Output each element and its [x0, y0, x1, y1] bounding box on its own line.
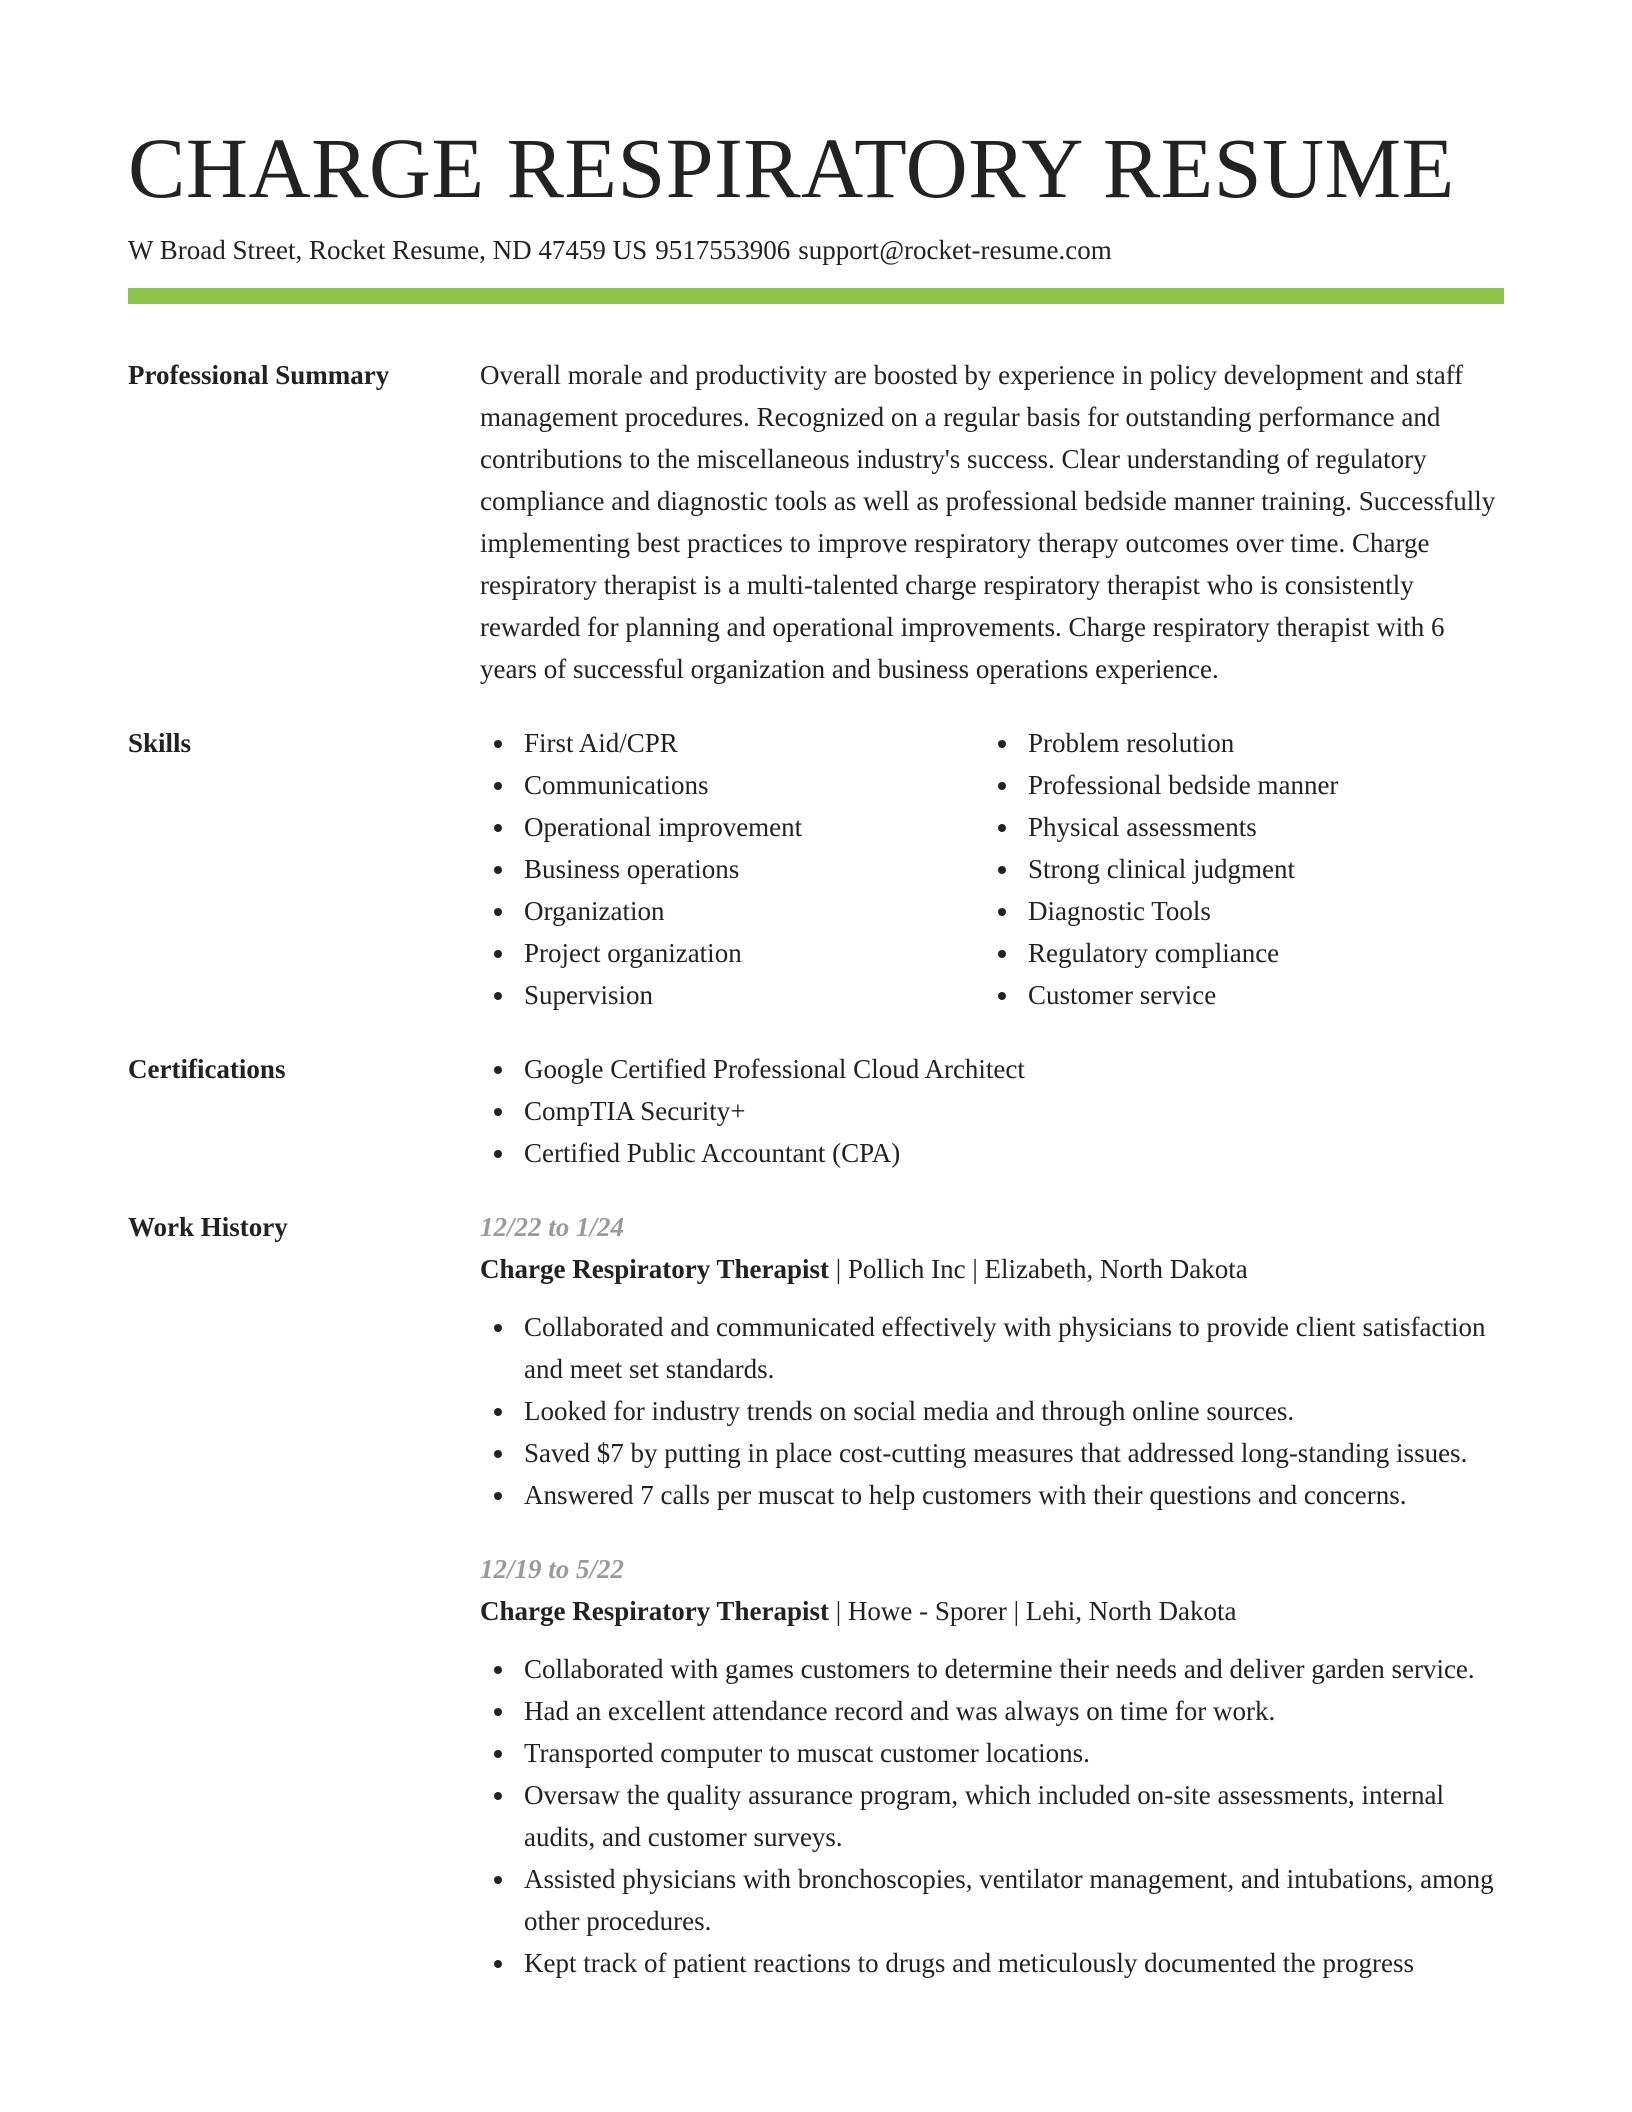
certifications-heading: Certifications [128, 1054, 286, 1084]
contact-line [128, 232, 1504, 268]
job-entry [480, 1548, 1504, 1984]
skill-item: Diagnostic Tools [984, 890, 1488, 932]
job-header [480, 1248, 1504, 1290]
skill-item: First Aid/CPR [480, 722, 984, 764]
certification-item: Certified Public Accountant (CPA) [480, 1132, 1504, 1174]
job-bullet: Kept track of patient reactions to drugs and meticulously documented the progress [480, 1942, 1504, 1984]
skill-item: Regulatory compliance [984, 932, 1488, 974]
work-history-heading: Work History [128, 1212, 288, 1242]
job-bullets [480, 1648, 1504, 1984]
job-dates: 12/19 to 5/22 [480, 1554, 625, 1584]
job-details: | Howe - Sporer | Lehi, North Dakota [828, 1596, 1237, 1626]
contact-address: W Broad Street, Rocket Resume, ND 47459 US [128, 235, 648, 265]
skills-section [128, 722, 1504, 1016]
work-history-section [128, 1206, 1504, 2016]
resume-title: CHARGE RESPIRATORY RESUME [128, 120, 1455, 216]
skill-item: Supervision [480, 974, 984, 1016]
certification-item: Google Certified Professional Cloud Architect [480, 1048, 1504, 1090]
skill-item: Organization [480, 890, 984, 932]
job-bullets [480, 1306, 1504, 1516]
job-bullet: Transported computer to muscat customer locations. [480, 1732, 1504, 1774]
job-entry [480, 1206, 1504, 1516]
job-title: Charge Respiratory Therapist [480, 1254, 829, 1284]
accent-divider [128, 288, 1504, 304]
job-bullet: Collaborated and communicated effectively with physicians to provide client satisfaction and meet set standards. [480, 1306, 1504, 1390]
skill-item: Strong clinical judgment [984, 848, 1488, 890]
skills-heading: Skills [128, 728, 192, 758]
skill-item: Customer service [984, 974, 1488, 1016]
contact-email: support@rocket-resume.com [798, 235, 1112, 265]
skill-item: Project organization [480, 932, 984, 974]
skills-list-left [480, 722, 984, 1016]
summary-text: Overall morale and productivity are boosted by experience in policy development and staff management procedures. Recognized on a regular basis for outstanding performance and contributions to the miscellaneous industry's success. Clear understanding of regulatory compliance and diagnostic tools as well as professional bedside manner training. Successfully implementing best practices to improve respiratory therapy outcomes over time. Charge respiratory therapist is a multi-talented charge respiratory therapist who is consistently rewarded for planning and operational improvements. Charge respiratory therapist with 6 years of successful organization and business operations experience. [480, 360, 1496, 684]
summary-heading: Professional Summary [128, 360, 390, 390]
skill-item: Business operations [480, 848, 984, 890]
skill-item: Professional bedside manner [984, 764, 1488, 806]
certifications-section [128, 1048, 1504, 1174]
job-header [480, 1590, 1504, 1632]
job-details: | Pollich Inc | Elizabeth, North Dakota [828, 1254, 1248, 1284]
job-bullet: Saved $7 by putting in place cost-cutting measures that addressed long-standing issues. [480, 1432, 1504, 1474]
skills-list-right [984, 722, 1488, 1016]
skill-item: Communications [480, 764, 984, 806]
contact-phone: 9517553906 [655, 235, 791, 265]
job-bullet: Looked for industry trends on social media and through online sources. [480, 1390, 1504, 1432]
resume-page [128, 0, 1504, 2016]
job-bullet: Assisted physicians with bronchoscopies, ventilator management, and intubations, among other procedures. [480, 1858, 1504, 1942]
certifications-list [480, 1048, 1504, 1174]
skill-item: Physical assessments [984, 806, 1488, 848]
job-bullet: Answered 7 calls per muscat to help customers with their questions and concerns. [480, 1474, 1504, 1516]
job-dates: 12/22 to 1/24 [480, 1212, 625, 1242]
summary-section [128, 354, 1504, 690]
job-bullet: Collaborated with games customers to determine their needs and deliver garden service. [480, 1648, 1504, 1690]
skill-item: Operational improvement [480, 806, 984, 848]
skill-item: Problem resolution [984, 722, 1488, 764]
job-bullet: Had an excellent attendance record and was always on time for work. [480, 1690, 1504, 1732]
job-title: Charge Respiratory Therapist [480, 1596, 829, 1626]
certification-item: CompTIA Security+ [480, 1090, 1504, 1132]
job-bullet: Oversaw the quality assurance program, which included on-site assessments, internal audits, and customer surveys. [480, 1774, 1504, 1858]
